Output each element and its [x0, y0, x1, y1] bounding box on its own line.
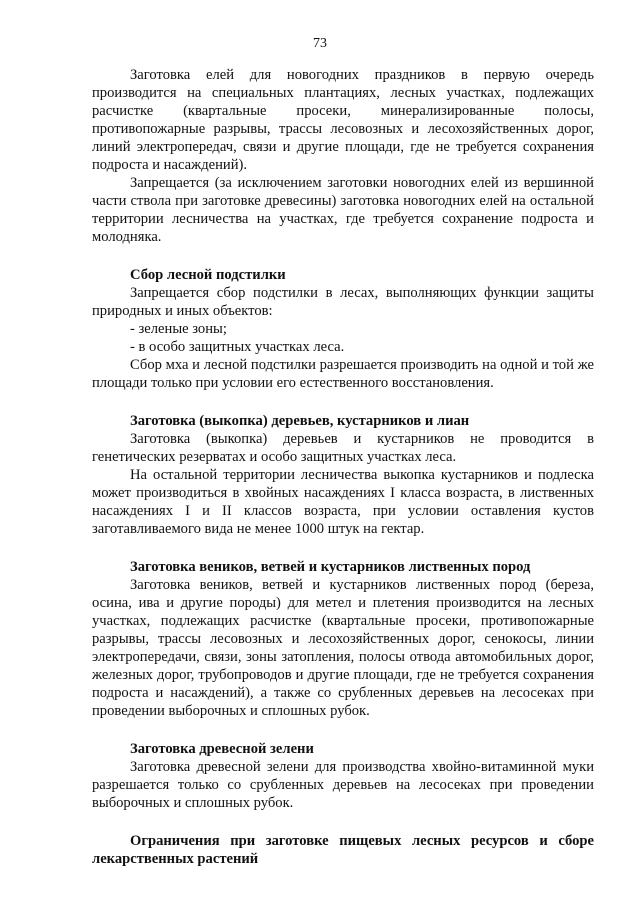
list-item: - зеленые зоны; — [130, 321, 227, 337]
spacer — [92, 720, 594, 740]
section-heading-brooms: Заготовка веников, ветвей и кустарников лиственных пород — [130, 559, 531, 575]
paragraph: Заготовка елей для новогодних праздников в первую очередь производится на специальных плантациях, лесных участках, подлежащих расчистке (квартальные просеки, минерализированные полосы, противопожарные разрывы, трассы лесовозных и лесохозяйственных дорог, линий электропередач, связи и другие площади, где не требуется сохранения подроста и насаждений). — [92, 67, 594, 173]
spacer — [92, 812, 594, 832]
section-heading-greenery: Заготовка древесной зелени — [130, 741, 314, 757]
paragraph: Заготовка (выкопка) деревьев и кустарников не проводится в генетических резерватах и особо защитных участках леса. — [92, 431, 594, 465]
spacer — [92, 246, 594, 266]
paragraph: Заготовка древесной зелени для производства хвойно-витаминной муки разрешается только со срубленных деревьев на лесосеках при проведении выборочных и сплошных рубок. — [92, 759, 594, 811]
paragraph: Запрещается (за исключением заготовки новогодних елей из вершинной части ствола при заготовке древесины) заготовка новогодних елей на остальной территории лесничества на участках, где требуется сохранение подроста и молодняка. — [92, 175, 594, 245]
page-number: 73 — [313, 36, 327, 51]
paragraph: На остальной территории лесничества выкопка кустарников и подлеска может производиться в хвойных насаждениях I класса возраста, в лиственных насаждениях I и II классов возраста, при условии оставления кустов заготавливаемого вида не менее 1000 штук на гектар. — [92, 467, 594, 537]
spacer — [92, 538, 594, 558]
section-heading-restrictions: Ограничения при заготовке пищевых лесных ресурсов и сборе лекарственных растений — [92, 833, 594, 867]
section-heading-digging: Заготовка (выкопка) деревьев, кустарников и лиан — [130, 413, 470, 429]
paragraph: Запрещается сбор подстилки в лесах, выполняющих функции защиты природных и иных объектов: — [92, 285, 594, 319]
spacer — [92, 392, 594, 412]
paragraph: Сбор мха и лесной подстилки разрешается производить на одной и той же площади только при условии его естественного восстановления. — [92, 357, 594, 391]
paragraph: Заготовка веников, ветвей и кустарников лиственных пород (береза, осина, ива и другие породы) для метел и плетения производится на лесных участках, подлежащих расчистке (квартальные просеки, противопожарные разрывы, трассы лесовозных и лесохозяйственных дорог, сенокосы, линии электропередачи, связи, зоны затопления, полосы отвода автомобильных дорог, железных дорог, трубопроводов и другие площади, где не требуется сохранения подроста и насаждений), а также со срубленных деревьев на лесосеках при проведении выборочных и сплошных рубок. — [92, 577, 594, 719]
section-heading-litter: Сбор лесной подстилки — [130, 267, 286, 283]
list-item: - в особо защитных участках леса. — [130, 339, 345, 355]
document-body — [92, 66, 594, 868]
